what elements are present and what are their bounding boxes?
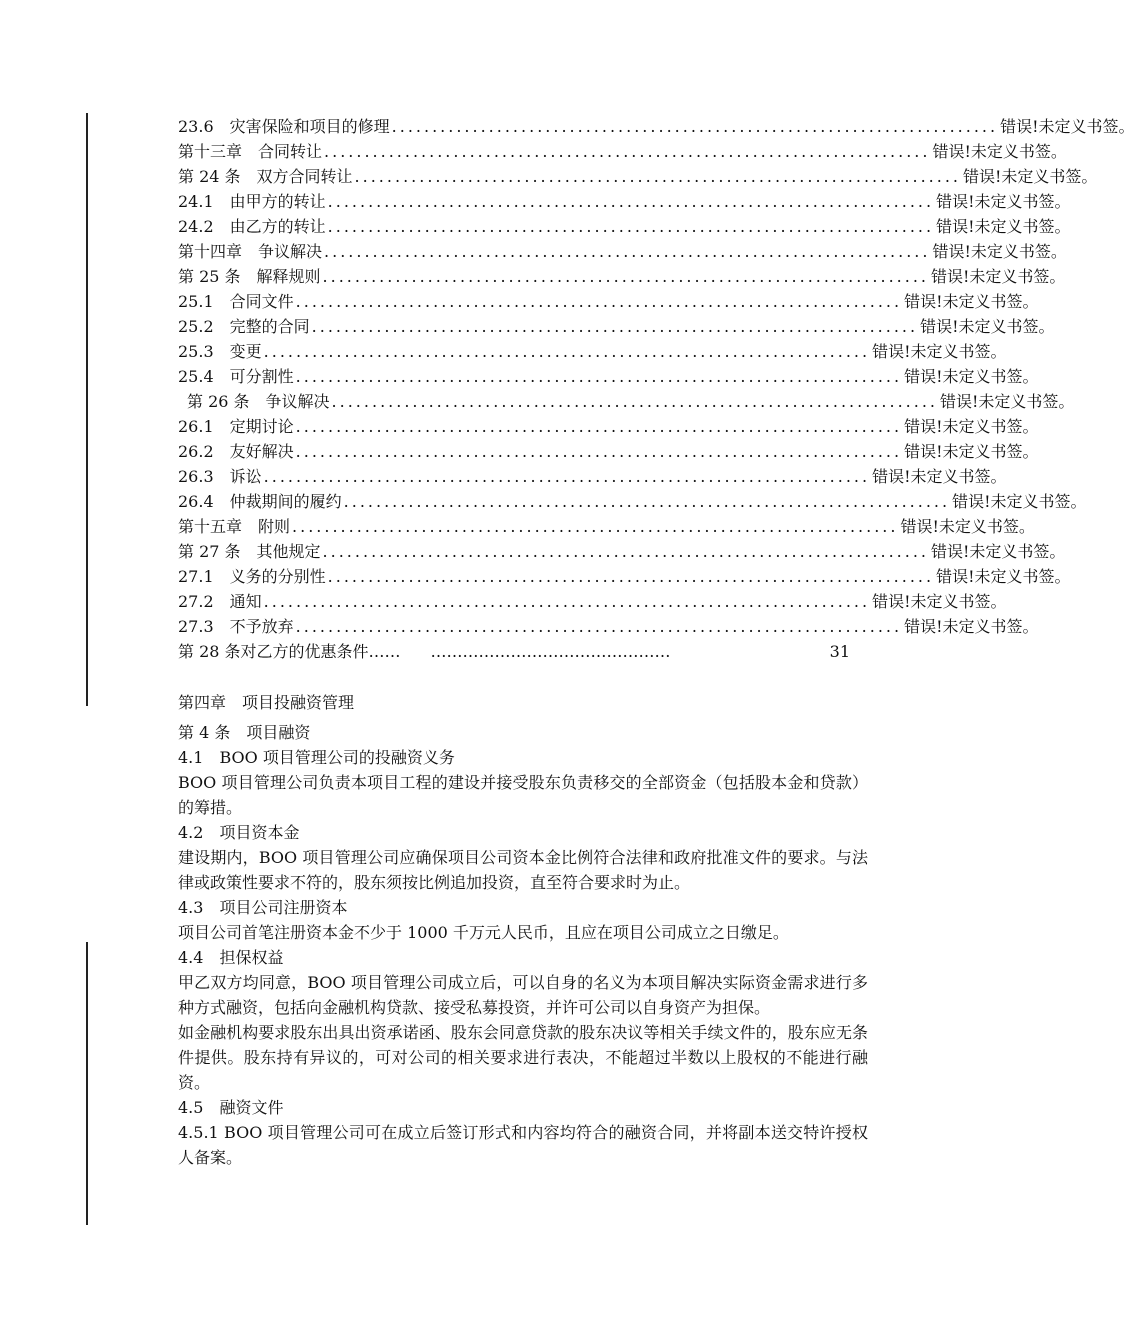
leader-dots: ........................................................................... [322,542,929,561]
toc-entry[interactable]: 第十三章 合同转让 ........................................................................... 错误!未定义书签。 [178,139,850,164]
toc-entry[interactable]: 26.4 仲裁期间的履约 ........................................................................... 错误!未定义书签。 [178,489,850,514]
revision-bar-top [86,113,88,706]
leader-dots: ........................................................................... [322,267,929,286]
toc-entry[interactable]: 24.1 由甲方的转让 ........................................................................... 错误!未定义书签。 [178,189,850,214]
paragraph: 甲乙双方均同意，BOO 项目管理公司成立后，可以自身的名义为本项目解决实际资金需求进行多种方式融资，包括向金融机构贷款、接受私募投资，并许可公司以自身资产为担保。 [178,973,868,1017]
toc-entry[interactable]: 27.3 不予放弃 ........................................................................... 错误!未定义书签。 [178,614,850,639]
leader-dots: ........................................................................... [263,467,871,486]
paragraph: BOO 项目管理公司负责本项目工程的建设并接受股东负责移交的全部资金（包括股本金和贷款）的筹措。 [178,773,868,817]
toc-entry[interactable]: 25.4 可分割性 ........................................................................... 错误!未定义书签。 [178,364,850,389]
toc-entry[interactable]: 第 27 条 其他规定 ........................................................................... 错误!未定义书签。 [178,539,850,564]
paragraph: 建设期内，BOO 项目管理公司应确保项目公司资本金比例符合法律和政府批准文件的要求。与法律或政策性要求不符的，股东须按比例追加投资，直至符合要求时为止。 [178,848,868,892]
leader-dots: ........................................................................... [263,342,871,361]
leader-dots: ........................................................................... [311,317,919,336]
paragraph: 4.5.1 BOO 项目管理公司可在成立后签订形式和内容均符合的融资合同，并将副本送交特许授权人备案。 [178,1123,868,1167]
toc-entry[interactable]: 第 24 条 双方合同转让 ........................................................................... 错误!未定义书签。 [178,164,850,189]
toc-entry[interactable]: 24.2 由乙方的转让 ........................................................................... 错误!未定义书签。 [178,214,850,239]
leader-dots: ........................................................................... [295,292,903,311]
leader-dots: ........................................................................... [354,167,961,186]
leader-dots: ........................................................................... [295,442,903,461]
leader-dots: ........................................................................... [295,617,903,636]
leader-dots: ........................................................................... [327,567,935,586]
toc-entry[interactable]: 25.3 变更 ........................................................................... 错误!未定义书签。 [178,339,850,364]
toc-entry[interactable]: 第十四章 争议解决 ........................................................................... 错误!未定义书签。 [178,239,850,264]
leader-dots: ........................................................................... [331,392,938,411]
paragraph: 项目公司首笔注册资本金不少于 1000 千万元人民币，且应在项目公司成立之日缴足。 [178,923,789,942]
section-heading: 4.3 项目公司注册资本 [178,898,348,917]
toc-entry[interactable]: 第 28 条对乙方的优惠条件…… ……………………………………… 31 [178,639,850,664]
leader-dots: ........................................................................... [263,592,871,611]
leader-dots: ........................................................................... [327,192,935,211]
section-heading: 4.4 担保权益 [178,948,284,967]
toc-entry[interactable]: 27.1 义务的分别性 ........................................................................... 错误!未定义书签。 [178,564,850,589]
toc-entry[interactable]: 第 25 条 解释规则 ........................................................................... 错误!未定义书签。 [178,264,850,289]
leader-dots: ........................................................................... [343,492,951,511]
toc-entry[interactable]: 26.3 诉讼 ........................................................................... 错误!未定义书签。 [178,464,850,489]
revision-bar-bottom [86,942,88,1225]
leader-dots: ........................................................................... [327,217,935,236]
leader-dots: ……………………………………… [430,642,671,661]
toc-entry[interactable]: 26.2 友好解决 ........................................................................... 错误!未定义书签。 [178,439,850,464]
toc-entry[interactable]: 第 26 条 争议解决 ........................................................................... 错误!未定义书签。 [178,389,850,414]
section-heading: 4.2 项目资本金 [178,823,300,842]
leader-dots: ........................................................................... [292,517,899,536]
toc-entry[interactable]: 26.1 定期讨论 ........................................................................... 错误!未定义书签。 [178,414,850,439]
section-heading: 4.5 融资文件 [178,1098,284,1117]
toc-entry[interactable]: 第十五章 附则 ........................................................................... 错误!未定义书签。 [178,514,850,539]
toc-entry[interactable]: 27.2 通知 ........................................................................... 错误!未定义书签。 [178,589,850,614]
leader-dots: ........................................................................... [295,367,903,386]
leader-dots: ........................................................................... [391,117,999,136]
toc-entry[interactable]: 23.6 灾害保险和项目的修理 ........................................................................... 错误!未定义书签。 [178,114,850,139]
section-heading: 4.1 BOO 项目管理公司的投融资义务 [178,748,455,767]
leader-dots: ........................................................................... [324,142,931,161]
paragraph: 如金融机构要求股东出具出资承诺函、股东会同意贷款的股东决议等相关手续文件的，股东应无条件提供。股东持有异议的，可对公司的相关要求进行表决，不能超过半数以上股权的不能进行融资。 [178,1023,868,1092]
article-heading: 第 4 条 项目融资 [178,723,311,742]
toc-entry[interactable]: 25.1 合同文件 ........................................................................... 错误!未定义书签。 [178,289,850,314]
leader-dots: ........................................................................... [324,242,931,261]
toc-entry[interactable]: 25.2 完整的合同 ........................................................................... 错误!未定义书签。 [178,314,850,339]
table-of-contents [178,114,1135,664]
leader-dots: ........................................................................... [295,417,903,436]
document-body [144,690,868,1170]
chapter-heading: 第四章 项目投融资管理 [178,693,355,712]
